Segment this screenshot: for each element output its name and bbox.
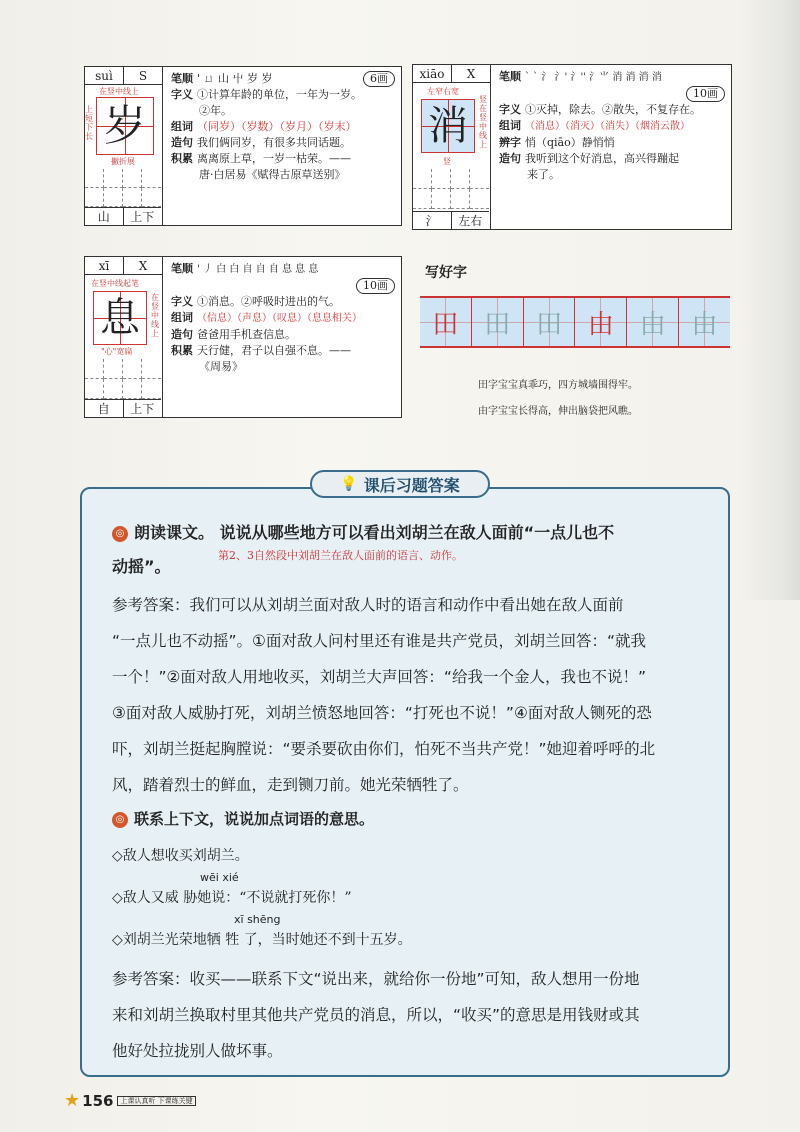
sentence-row: 造句 我听到这个好消息，高兴得蹦起 — [499, 152, 679, 165]
stroke-count: 6画 — [363, 71, 395, 87]
char-card-info — [171, 71, 395, 183]
pinyin-row — [85, 67, 162, 85]
initial: X — [138, 259, 148, 273]
answer-2: 参考答案：收买——联系下文“说出来，就给你一份地”可知，敌人想用一份地 来和刘胡兰换取村里其他共产党员的消息，所以，“收买”的意思是用钱财或其 他好处拉拢别人做坏事。 — [112, 970, 640, 1060]
stroke-order: ` ` 氵 氵' 氵'' 氵⺌ 消 消 消 消 — [525, 72, 662, 83]
page-number: 156 — [82, 1091, 114, 1110]
accumulate-row: 积累 天行健，君子以自强不息。—— — [171, 344, 351, 357]
handwritten-note: 第2、3自然段中刘胡兰在敌人面前的语言、动作。 — [218, 549, 463, 562]
example-2: ◇敌人又威 胁她说：“不说就打死你！” — [112, 890, 352, 906]
big-character: 消 — [421, 99, 475, 153]
distinguish-row: 辨字 悄（qiāo）静悄悄 — [499, 136, 615, 149]
accumulate-row: 积累 离离原上草，一岁一枯荣。—— — [171, 152, 351, 165]
radical-structure-row — [413, 211, 489, 229]
question-icon: ◎ — [112, 812, 128, 828]
example-3: ◇刘胡兰光荣地牺 牲 了，当时她还不到十五岁。 — [112, 932, 412, 948]
practice-char: 田 — [472, 298, 524, 346]
pinyin: xī — [85, 257, 124, 274]
radical-structure-row — [85, 399, 161, 417]
words-row: 组词 （消息）（消灭）（消失）（烟消云散） — [499, 119, 690, 132]
char-card-left-panel — [85, 257, 163, 417]
note-top: 在竖中线起笔 — [91, 279, 139, 288]
char-card-left-panel — [413, 65, 491, 229]
stroke-order-row: 笔顺 ' ㄩ 山 屮 岁 岁 6画 — [171, 71, 395, 87]
sentence-row: 造句 爸爸用手机查信息。 — [171, 328, 296, 341]
note-bottom: "心"宽扁 — [101, 347, 133, 356]
star-icon: ★ — [64, 1090, 81, 1111]
initial: X — [466, 67, 476, 81]
pinyin: suì — [85, 67, 124, 84]
write-practice-strip — [420, 296, 730, 348]
note-right: 在竖中线上 — [151, 293, 159, 338]
pinyin-xi-sheng: xī shēng — [234, 913, 281, 926]
structure: 左右 — [458, 214, 483, 228]
char-card-left-panel — [85, 67, 163, 225]
stroke-count: 10画 — [356, 278, 395, 294]
note-left: 上短下长 — [85, 105, 93, 141]
meaning-row: 字义 ①灭掉，除去。②散失，不复存在。 — [499, 103, 701, 116]
pinyin: xiāo — [413, 65, 452, 82]
structure: 上下 — [130, 402, 155, 416]
stroke-count: 10画 — [686, 86, 725, 102]
note-top: 左窄右宽 — [427, 87, 459, 96]
char-card-xi — [84, 256, 402, 418]
note-top: 在竖中线上 — [99, 87, 139, 96]
page-number-area — [64, 1090, 196, 1111]
pinyin-wei-xie: wēi xié — [200, 871, 239, 884]
practice-char: 田 — [420, 298, 472, 346]
words-row: 组词 （信息）（声息）（叹息）（息息相关） — [171, 311, 362, 324]
sentence-row: 造句 我们俩同岁，有很多共同话题。 — [171, 136, 351, 149]
lightbulb-icon: 💡 — [340, 476, 358, 492]
accumulate-source: 《周易》 — [199, 360, 243, 373]
char-card-xiao — [412, 64, 732, 230]
words-row: 组词 （同岁）（岁数）（岁月）（岁末） — [171, 120, 357, 133]
answers-box — [80, 487, 730, 1077]
page-edge-shadow — [740, 0, 800, 600]
char-card-info — [499, 69, 725, 183]
initial: S — [138, 69, 148, 83]
radical: 山 — [85, 208, 124, 225]
write-section-title: 写好字 — [425, 265, 467, 281]
practice-char: 田 — [524, 298, 576, 346]
char-card-sui — [84, 66, 402, 226]
practice-char: 由 — [627, 298, 679, 346]
big-character: 息 — [93, 291, 147, 345]
practice-grid — [413, 169, 489, 209]
stroke-order: ' ㄩ 山 屮 岁 岁 — [197, 72, 273, 85]
note-right: 竖在竖中线上 — [479, 95, 487, 149]
practice-grid — [85, 359, 161, 399]
page-tag: 上课认真听 下课练关键 — [117, 1096, 195, 1106]
stroke-order: ' 丿 白 白 自 自 自 息 息 息 — [197, 264, 319, 275]
question-2: ◎ 联系上下文，说说加点词语的意思。 — [112, 805, 374, 833]
char-card-info — [171, 261, 395, 375]
sentence-row-2: 来了。 — [527, 168, 560, 181]
meaning-row-2: ②年。 — [199, 104, 232, 117]
meaning-row: 字义 ①计算年龄的单位，一年为一岁。 — [171, 88, 362, 101]
radical: 自 — [85, 400, 124, 417]
note-bottom: 撇折展 — [111, 157, 135, 166]
question-icon: ◎ — [112, 526, 128, 542]
accumulate-source: 唐·白居易《赋得古原草送别》 — [199, 168, 346, 181]
write-tip-2: 由字宝宝长得高，伸出脑袋把风瞧。 — [478, 406, 638, 417]
practice-grid — [85, 169, 161, 207]
radical: 氵 — [413, 212, 452, 229]
example-1: ◇敌人想收买刘胡兰。 — [112, 848, 249, 864]
radical-structure-row — [85, 207, 161, 225]
question-1-cont: 动摇”。 — [112, 557, 171, 576]
practice-char: 由 — [575, 298, 627, 346]
practice-char: 由 — [679, 298, 730, 346]
write-tip-1: 田字宝宝真乖巧，四方城墙围得牢。 — [478, 380, 638, 391]
note-bottom: 竖 — [443, 157, 451, 166]
answer-1: 参考答案：我们可以从刘胡兰面对敌人时的语言和动作中看出她在敌人面前 “一点儿也不动摇”。①面对敌人问村里还有谁是共产党员，刘胡兰回答：“就我 一个！”②面对敌人用地收买，刘胡兰大声回答：“给我一个金人，我也不说！” ③面对敌人威胁打死，刘胡兰愤怒地回答：“打死也不说！”④面对敌人铡死的恐 吓，刘胡兰挺起胸膛说：“要杀要砍由你们，怕死不当共产党！”她迎着呼呼的北 风，踏着烈士的鲜血，走到铡刀前。她光荣牺牲了。 — [112, 596, 656, 794]
stroke-order-row: 笔顺 ' 丿 白 白 自 自 自 息 息 息 — [171, 262, 319, 275]
structure: 上下 — [130, 210, 155, 224]
stroke-order-row: 笔顺 ` ` 氵 氵' 氵'' 氵⺌ 消 消 消 消 — [499, 70, 662, 83]
answers-banner: 💡 课后习题答案 — [310, 470, 490, 498]
pinyin-row — [413, 65, 490, 83]
meaning-row: 字义 ①消息。②呼吸时进出的气。 — [171, 295, 340, 308]
big-character: 岁 — [96, 97, 154, 155]
question-1: ◎ 朗读课文。 说说从哪些地方可以看出刘胡兰在敌人面前“一点儿也不 — [112, 519, 712, 547]
pinyin-row — [85, 257, 162, 275]
